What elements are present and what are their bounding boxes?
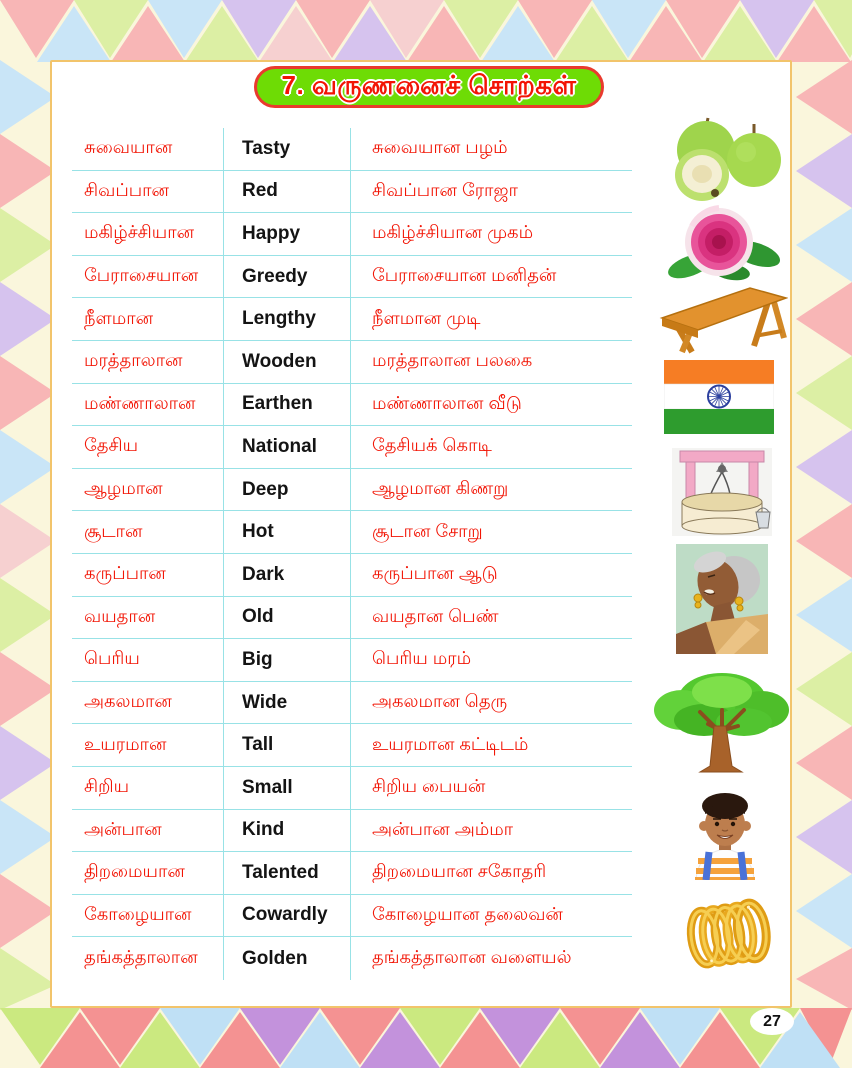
tamil-word: உயரமான [72,724,224,766]
tamil-word: பேராசையான [72,256,224,298]
table-row [72,937,632,980]
table-row [72,597,632,640]
table-row [72,256,632,299]
table-row [72,298,632,341]
tamil-word: சுவையான [72,128,224,170]
tamil-word: மரத்தாலான [72,341,224,383]
table-row [72,469,632,512]
table-row [72,213,632,256]
english-word: Tasty [224,128,351,170]
boy-image [678,788,772,880]
table-row [72,511,632,554]
tamil-example: பேராசையான மனிதன் [372,265,557,286]
tamil-word: தங்கத்தாலான [72,937,224,980]
tamil-example: தேசியக் கொடி [372,435,492,456]
english-word: Wide [224,682,351,724]
english-word: Hot [224,511,351,553]
english-word: Red [224,171,351,213]
tamil-word: சிறிய [72,767,224,809]
table-row [72,341,632,384]
tamil-word: சிவப்பான [72,171,224,213]
tamil-word: மகிழ்ச்சியான [72,213,224,255]
tamil-word: சூடான [72,511,224,553]
page-number-badge [750,1008,794,1035]
tamil-example: சிறிய பையன் [372,776,486,797]
tamil-example: மண்ணாலான வீடு [372,392,522,413]
tamil-word: கோழையான [72,895,224,937]
old-woman-image [676,544,768,654]
guava-image [662,114,786,204]
tree-image [652,668,792,774]
table-row [72,895,632,938]
tamil-example: சிவப்பான ரோஜா [372,179,518,200]
tamil-example: வயதான பெண் [372,605,499,626]
tamil-example: அகலமான தெரு [372,691,508,712]
english-word: Deep [224,469,351,511]
tamil-word: கருப்பான [72,554,224,596]
english-word: Greedy [224,256,351,298]
tamil-word: தேசிய [72,426,224,468]
english-word: Tall [224,724,351,766]
table-row [72,426,632,469]
english-word: Big [224,639,351,681]
english-word: Dark [224,554,351,596]
page-title-text: 7. வருணனைச் சொற்கள் [281,70,577,100]
rose-image [664,204,782,282]
tamil-example: நீளமான முடி [372,307,481,328]
tamil-word: அகலமான [72,682,224,724]
tamil-example: சூடான சோறு [372,520,483,541]
page-title [254,66,604,108]
tamil-example: பெரிய மரம் [372,648,472,669]
english-word: Kind [224,810,351,852]
content-panel [50,60,792,1008]
english-word: Cowardly [224,895,351,937]
table-row [72,171,632,214]
english-word: Lengthy [224,298,351,340]
tamil-example: மகிழ்ச்சியான முகம் [372,222,534,243]
tamil-example: உயரமான கட்டிடம் [372,733,529,754]
indian-flag-image [664,359,774,435]
english-word: Happy [224,213,351,255]
page-number-text: 27 [763,1012,781,1030]
tamil-example: கோழையான தலைவன் [372,903,563,924]
english-word: Old [224,597,351,639]
english-word: Talented [224,852,351,894]
english-word: Wooden [224,341,351,383]
tamil-example: கருப்பான ஆடு [372,563,498,584]
tamil-word: வயதான [72,597,224,639]
tamil-example: தங்கத்தாலான வளையல் [372,947,572,968]
tamil-word: நீளமான [72,298,224,340]
well-image [672,448,772,536]
bangles-image [678,898,782,970]
table-row [72,852,632,895]
tamil-example: ஆழமான கிணறு [372,478,509,499]
table-row [72,682,632,725]
table-row [72,128,632,171]
tamil-word: திறமையான [72,852,224,894]
english-word: National [224,426,351,468]
tamil-example: மரத்தாலான பலகை [372,350,533,371]
tamil-example: அன்பான அம்மா [372,818,514,839]
table-row [72,639,632,682]
english-word: Earthen [224,384,351,426]
bench-image [658,280,788,354]
table-row [72,384,632,427]
english-word: Golden [224,937,351,980]
table-row [72,810,632,853]
tamil-example: சுவையான பழம் [372,137,508,158]
tamil-word: அன்பான [72,810,224,852]
tamil-word: மண்ணாலான [72,384,224,426]
english-word: Small [224,767,351,809]
tamil-word: ஆழமான [72,469,224,511]
table-row [72,724,632,767]
table-row [72,554,632,597]
table-row [72,767,632,810]
tamil-word: பெரிய [72,639,224,681]
tamil-example: திறமையான சகோதரி [372,861,547,882]
vocabulary-table [72,128,632,980]
